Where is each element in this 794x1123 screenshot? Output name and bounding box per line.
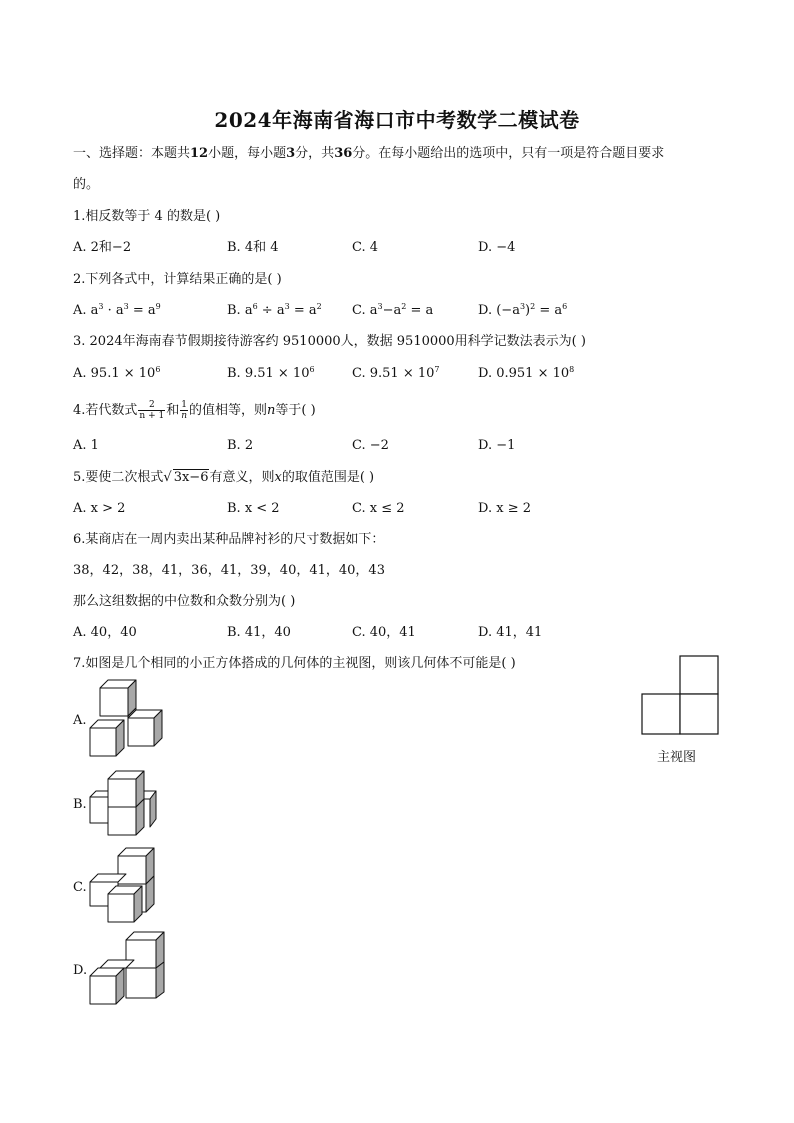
question-6-option-b: B. 41，40 — [227, 625, 291, 640]
front-view-caption: 主视图 — [657, 750, 697, 765]
question-6-data: 38，42，38，41，36，41，39，40，41，40，43 — [73, 563, 385, 578]
page-title: 2024年海南省海口市中考数学二模试卷 — [214, 108, 580, 132]
fraction-2-over-n-plus-1: $\frac{2}{n + 1}$ — [139, 400, 165, 421]
question-3-option-b: B. $9.51 \times 10^6$ — [227, 365, 315, 381]
question-7-option-b-cubes — [86, 767, 162, 839]
question-7-option-c-cubes — [86, 844, 162, 928]
question-1-option-c: C. 4 — [352, 240, 379, 255]
question-2-option-a: A. $a^3 \cdot a^3 = a^9$ — [73, 302, 161, 318]
question-7-option-c-label: C. — [73, 880, 87, 895]
question-1-option-d: D. −4 — [478, 240, 516, 255]
question-7-option-d-cubes — [86, 928, 170, 1008]
question-6-option-d: D. 41，41 — [478, 625, 543, 640]
sqrt-symbol: √ — [163, 470, 172, 485]
question-2-option-b: B. $a^6 \div a^3 = a^2$ — [227, 302, 322, 318]
question-5-option-d: D. x ≥ 2 — [478, 501, 531, 516]
question-7-option-d-label: D. — [73, 963, 88, 978]
question-3-stem: 3. 2024年海南春节假期接待游客约 9510000人，数据 9510000用科学记数法表示为( ) — [73, 334, 586, 349]
question-6-option-c: C. 40，41 — [352, 625, 416, 640]
front-view-figure — [640, 654, 722, 738]
question-3-option-d: D. $0.951 \times 10^8$ — [478, 365, 575, 381]
question-2-stem: 2.下列各式中，计算结果正确的是( ) — [73, 272, 282, 287]
question-5-option-c: C. x ≤ 2 — [352, 501, 405, 516]
question-5-option-a: A. x > 2 — [73, 501, 126, 516]
radicand: 3x−6 — [173, 470, 209, 485]
fraction-1-over-n: $\frac{1}{n}$ — [181, 400, 188, 421]
question-2-option-d: D. $(-a^3)^2 = a^6$ — [478, 302, 568, 318]
question-4-stem: 4.若代数式 $\frac{2}{n + 1}$ 和 $\frac{1}{n}$ 的值相等，则n等于( ) — [73, 400, 316, 421]
section-instructions-cont: 的。 — [73, 177, 100, 192]
question-1-option-b: B. 4和 4 — [227, 240, 279, 255]
question-5-option-b: B. x < 2 — [227, 501, 280, 516]
question-7-stem: 7.如图是几个相同的小正方体搭成的几何体的主视图，则该几何体不可能是( ) — [73, 656, 516, 671]
question-3-option-c: C. $9.51 \times 10^7$ — [352, 365, 440, 381]
question-7-option-a-label: A. — [73, 713, 87, 728]
question-1-option-a: A. 2和−2 — [73, 240, 132, 255]
question-4-option-c: C. −2 — [352, 438, 389, 453]
question-3-option-a: A. $95.1 \times 10^6$ — [73, 365, 161, 381]
question-7-option-a-cubes — [86, 676, 172, 760]
question-2-option-c: C. $a^3-a^2 = a$ — [352, 302, 434, 318]
question-4-option-a: A. 1 — [73, 438, 99, 453]
question-4-option-b: B. 2 — [227, 438, 254, 453]
question-4-option-d: D. −1 — [478, 438, 516, 453]
section-instructions: 一、选择题：本题共12小题，每小题3分，共36分。在每小题给出的选项中，只有一项是符合题目要求 — [73, 146, 665, 161]
question-5-stem: 5.要使二次根式√ 3x−6有意义，则x的取值范围是( ) — [73, 470, 375, 485]
question-7-option-b-label: B. — [73, 797, 87, 812]
question-1-stem: 1.相反数等于 4 的数是( ) — [73, 209, 221, 224]
question-6-option-a: A. 40，40 — [73, 625, 137, 640]
question-6-ask: 那么这组数据的中位数和众数分别为( ) — [73, 594, 296, 609]
question-6-stem: 6.某商店在一周内卖出某种品牌衬衫的尺寸数据如下： — [73, 532, 385, 547]
